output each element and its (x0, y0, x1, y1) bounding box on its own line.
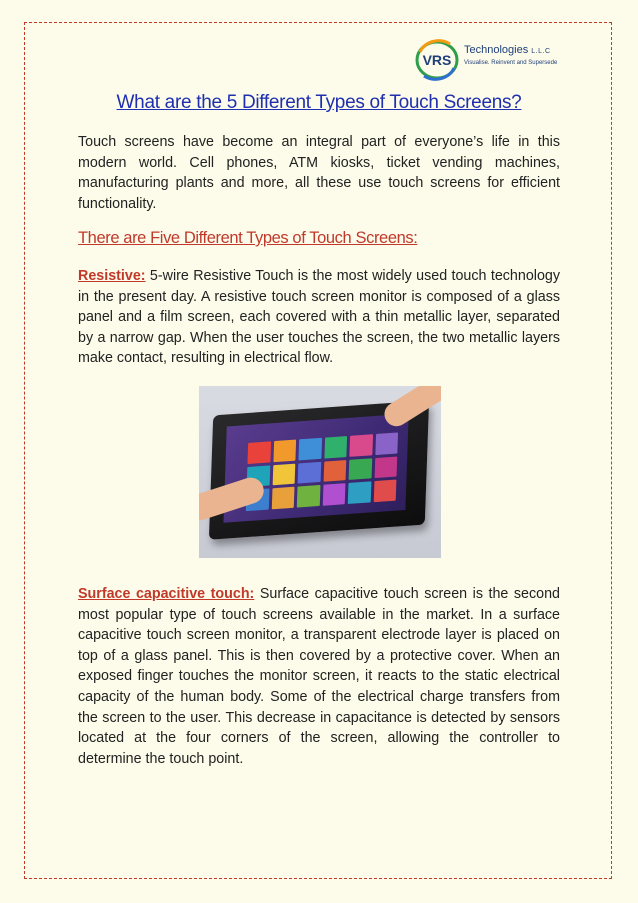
screen-app-tile (375, 432, 398, 454)
capacitive-paragraph (78, 584, 560, 769)
screen-app-tile (349, 434, 372, 456)
resistive-text: 5-wire Resistive Touch is the most widely used touch technology in the present day. A resistive touch screen monitor is composed of a glass panel and a film screen, each covered with a thin metallic layer, separated by a narrow gap. When the user touches the screen, the two metallic layers make contact, resulting in electrical flow. (78, 268, 560, 367)
intro-paragraph: Touch screens have become an integral part of everyone’s life in this modern world. Cell phones, ATM kiosks, ticket vending machines, manufacturing plants and more, all these use touch screens for efficient functionality. (78, 134, 560, 212)
logo-name-text: Technologies (464, 44, 529, 56)
section-heading: There are Five Different Types of Touch Screens: (78, 229, 418, 247)
vrs-logo-icon (414, 38, 460, 82)
screen-app-tile (324, 436, 347, 458)
logo-company-name (464, 44, 551, 56)
monitor-screen (223, 414, 408, 523)
screen-app-tile (272, 463, 295, 485)
screen-app-tile (271, 487, 294, 509)
screen-app-tile (323, 460, 346, 482)
screen-app-tile (373, 480, 396, 502)
resistive-paragraph (78, 266, 560, 369)
page-title: What are the 5 Different Types of Touch Screens? (116, 92, 522, 113)
screen-app-tile (297, 485, 320, 507)
screen-app-tile (348, 482, 371, 504)
screen-app-tile (374, 456, 397, 478)
touch-screen-monitor-image (199, 386, 441, 558)
logo-tagline: Visualise. Reinvent and Supersede (464, 60, 558, 66)
screen-app-tile (298, 438, 321, 460)
logo-suffix: L.L.C (531, 48, 551, 55)
capacitive-term: Surface capacitive touch: (78, 586, 255, 602)
screen-app-tile (322, 483, 345, 505)
capacitive-text: Surface capacitive touch screen is the second most popular type of touch screens available in the market. In a surface capacitive touch screen monitor, a transparent electrode layer is placed on top of a glass panel. This is then covered by a protective cover. When an exposed finger touches the monitor screen, it reacts to the static electrical capacity of the human body. Some of the electrical charge transfers from the screen to the user. This decrease in capacitance is detected by sensors located at the four corners of the screen, allowing the controller to determine the touch point. (78, 586, 560, 767)
logo-brand: VRS (422, 52, 452, 68)
company-logo (414, 38, 584, 82)
screen-app-tile (298, 462, 321, 484)
resistive-term: Resistive: (78, 268, 146, 284)
screen-app-tile (273, 440, 296, 462)
screen-app-tile (349, 458, 372, 480)
screen-app-tile (247, 441, 270, 463)
